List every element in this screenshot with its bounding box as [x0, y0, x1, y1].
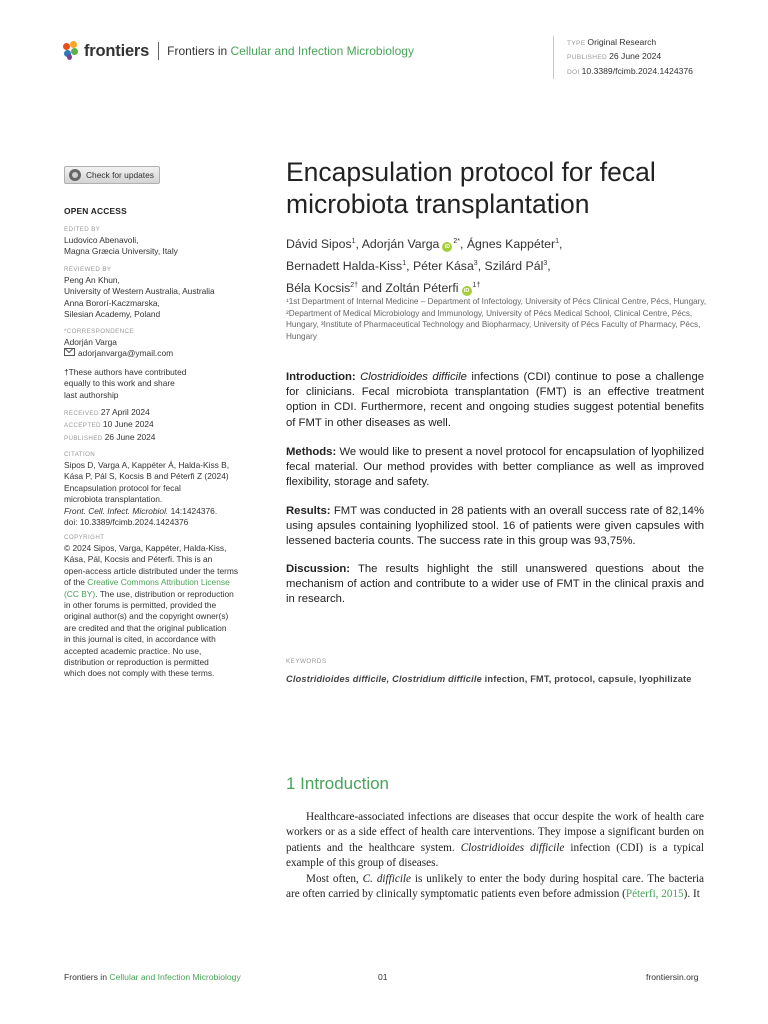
edited-by-block [64, 224, 264, 258]
journal-title[interactable] [167, 44, 414, 58]
author[interactable]: Péter Kása [412, 259, 474, 274]
header-divider [158, 42, 159, 60]
footer-journal[interactable]: Frontiers in Cellular and Infection Microbiology [64, 972, 241, 982]
author[interactable]: Adorján Varga [361, 237, 440, 252]
affiliations: ¹1st Department of Internal Medicine – Department of Infectology, University of Pécs Clinical Centre, Pécs, Hungary, ²Department of Medical Microbiology and Immunology, University of Pécs Medical School, Clinical Centre, Pécs, Hungary, ³Institute of Pharmaceutical Technology and Biopharmacy, University of Pécs Faculty of Pharmacy, Pécs, Hungary [286, 297, 707, 341]
reviewer-affiliation: Silesian Academy, Poland [64, 309, 161, 320]
author[interactable]: Szilárd Pál [484, 259, 544, 274]
check-for-updates-button[interactable] [64, 166, 160, 184]
reviewer-affiliation: University of Western Australia, Australia [64, 286, 215, 297]
correspondence-email[interactable]: adorjanvarga@ymail.com [64, 348, 264, 359]
update-icon [69, 169, 81, 181]
editor-name: Ludovico Abenavoli, [64, 235, 139, 245]
author[interactable]: Bernadett Halda-Kiss [286, 259, 403, 274]
edited-by-key: EDITED BY [64, 226, 101, 233]
brand-name[interactable]: frontiers [84, 41, 150, 60]
orcid-icon[interactable]: iD [442, 242, 452, 252]
frontiers-logo-icon [63, 41, 79, 61]
citation-key: CITATION [64, 451, 96, 458]
author[interactable]: Dávid Sipos [286, 237, 352, 252]
published-date: PUBLISHED 26 June 2024 [64, 431, 156, 442]
body-paragraph: Healthcare-associated infections are diseases that occur despite the work of health care workers or as a side effect of health care interventions. They impose a significant burden on patients and the healthcare system. Clostridioides difficile infection (CDI) is a typical example of this group of diseases. [286, 811, 704, 870]
correspondence-key: *CORRESPONDENCE [64, 328, 134, 335]
body-paragraph: Most often, C. difficile is unlikely to enter the body during hospital care. The bacteria are often carried by clinically symptomatic patients even before admission (Péterfi, 2015). It [286, 873, 705, 901]
reviewer-name: Anna Bororí-Kaczmarska, [64, 297, 160, 308]
citation-block: CITATION Sipos D, Varga A, Kappéter Á, Halda-Kiss B, Kása P, Pál S, Kocsis B and Péterfi Z (2024) Encapsulation protocol for fecal microbiota transplantation. Front. Cell. Infect. Microbiol. 14:1424376. doi: 10.3389/fcimb.2024.1424376 [64, 449, 264, 528]
author[interactable]: Ágnes Kappéter [466, 237, 556, 252]
journal-header [63, 41, 414, 61]
keywords: Clostridioides difficile, Clostridium difficile infection, FMT, protocol, capsule, lyophilizate [286, 674, 692, 684]
journal-prefix: Frontiers in [167, 44, 228, 58]
section-title: 1 Introduction [286, 774, 390, 793]
equal-contribution-note: †These authors have contributed equally to this work and share last authorship [64, 367, 187, 400]
check-updates-label: Check for updates [86, 170, 154, 180]
author-list: Dávid Sipos$^1$, Adorján Varga $iD^{2*}$, Ágnes Kappéter$^1$, Bernadett Halda-Kiss$^1$, Péter Kása$^3$, Szilárd Pál$^3$, Béla Kocsis$^{2\dagger}$ and Zoltán Péterfi $iD^{1\dagger}$ [286, 237, 563, 296]
editor-affiliation: Magna Græcia University, Italy [64, 246, 178, 257]
correspondence-name: Adorján Varga [64, 337, 117, 347]
reference-link[interactable]: Péterfi, 2015 [625, 888, 684, 901]
article-title: Encapsulation protocol for fecal microbiota transplantation [286, 157, 656, 219]
author[interactable]: Béla Kocsis [286, 281, 351, 296]
article-meta [553, 36, 693, 79]
abstract-discussion: Discussion: The results highlight the still unanswered questions about the mechanism of action and contribute to a wider use of FMT in the clinical praxis and in research. [286, 563, 704, 606]
abstract-results: Results: FMT was conducted in 28 patients with an overall success rate of 82,14% using apsules containing lyophilized stool. 16 of patients were given capsules with lessened bacteria counts. The success rate in this group was 93,75%. [286, 505, 704, 548]
received-date: RECEIVED 27 April 2024 [64, 407, 150, 417]
copyright-key: COPYRIGHT [64, 534, 105, 541]
keywords-key: KEYWORDS [286, 658, 327, 665]
correspondence-block [64, 326, 264, 360]
license-link[interactable]: Creative Commons Attribution License [87, 577, 230, 588]
mail-icon [64, 348, 75, 356]
meta-type: TYPE Original Research [567, 37, 657, 47]
abstract-methods: Methods: We would like to present a novel protocol for encapsulation of lyophilized fecal material. Our method provides with better compliance as well as improved flexibility, storage and safety. [286, 446, 704, 489]
reviewed-by-block [64, 264, 264, 321]
abstract-introduction: Introduction: Clostridioides difficile infections (CDI) continue to pose a challenge for clinicians. Fecal microbiota transplantation (FMT) is an effective treatment option in CDI. Furthermore, recent and ongoing studies suggest potential benefits of FMT in other diseases as well. [286, 371, 705, 429]
page-number: 01 [378, 972, 388, 982]
open-access-label: OPEN ACCESS [64, 206, 127, 216]
citation-doi[interactable]: doi: 10.3389/fcimb.2024.1424376 [64, 517, 189, 528]
journal-name: Cellular and Infection Microbiology [230, 44, 414, 58]
reviewer-name: Peng An Khun, [64, 275, 120, 285]
license-link[interactable]: (CC BY) [64, 588, 96, 599]
citation-journal: Front. Cell. Infect. Microbiol. [64, 505, 169, 516]
copyright-block: COPYRIGHT © 2024 Sipos, Varga, Kappéter, Halda-Kiss, Kása, Pál, Kocsis and Péterfi. This is an open-access article distributed under the terms of the Creative Commons Attribution License (CC BY). The use, distribution or reproduction in other forums is permitted, provided the original author(s) and the copyright owner(s) are credited and that the original publication in this journal is cited, in accordance with accepted academic practice. No use, distribution or reproduction is permitted which does not comply with these terms. [64, 532, 264, 680]
meta-published: PUBLISHED 26 June 2024 [567, 51, 662, 62]
dates-block [64, 407, 264, 444]
reviewed-by-key: REVIEWED BY [64, 266, 112, 273]
orcid-icon[interactable]: iD [462, 286, 472, 296]
author[interactable]: Zoltán Péterfi [385, 281, 459, 296]
meta-doi[interactable]: DOI 10.3389/fcimb.2024.1424376 [567, 65, 693, 76]
accepted-date: ACCEPTED 10 June 2024 [64, 419, 154, 430]
footer-site-link[interactable]: frontiersin.org [646, 972, 699, 982]
